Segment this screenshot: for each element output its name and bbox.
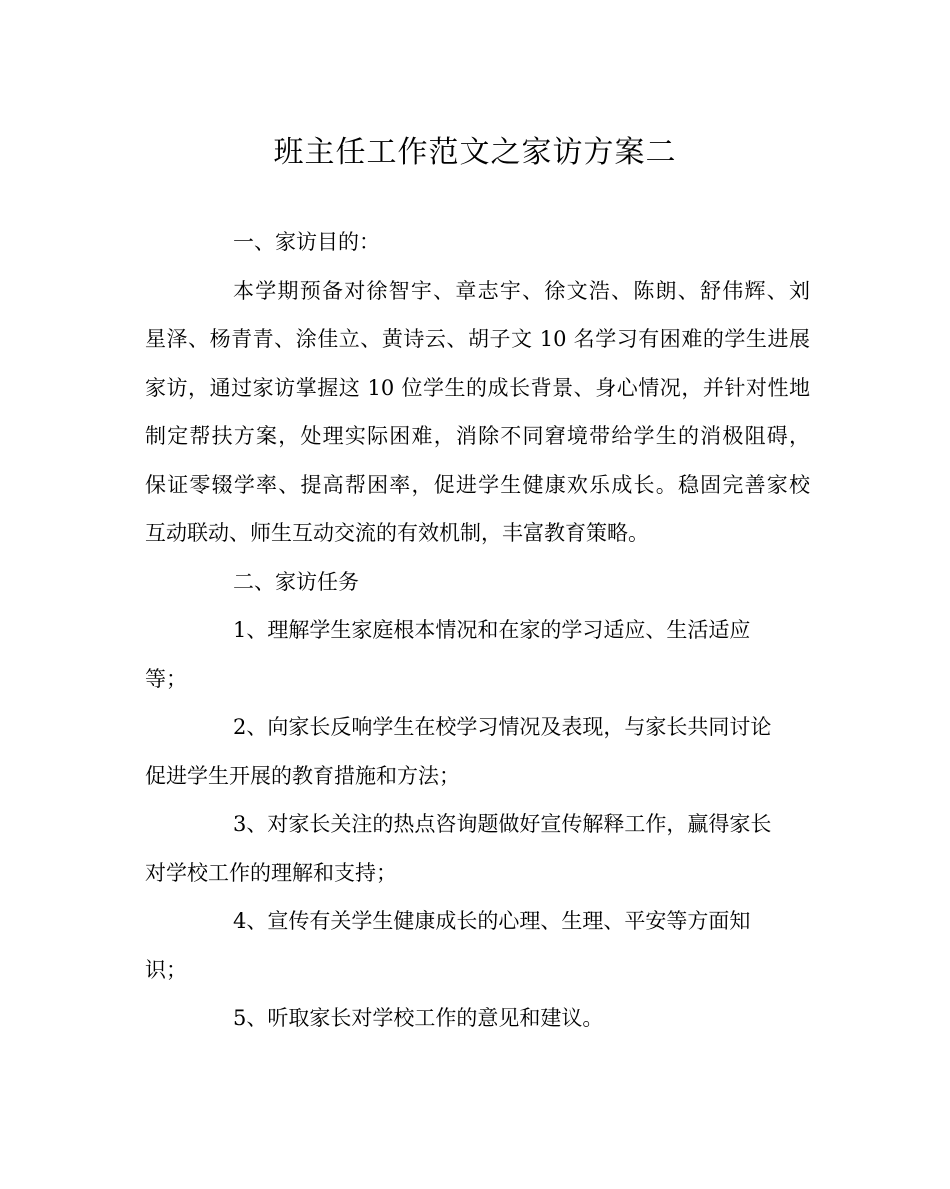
paragraph-line: 5、听取家长对学校工作的意见和建议。 <box>233 1006 604 1030</box>
paragraph-line: 1、理解学生家庭根本情况和在家的学习适应、生活适应 <box>233 618 751 642</box>
heading-text: 一、家访目的： <box>233 230 380 254</box>
paragraph-line: 2、向家长反响学生在校学习情况及表现，与家长共同讨论 <box>233 715 772 739</box>
paragraph-line: 等； <box>145 666 187 691</box>
paragraph-line: 互动联动、师生互动交流的有效机制，丰富教育策略。 <box>145 521 649 545</box>
paragraph-line: 4、宣传有关学生健康成长的心理、生理、平安等方面知 <box>233 909 751 933</box>
paragraph-line: 3、对家长关注的热点咨询题做好宣传解释工作，赢得家长 <box>233 812 772 836</box>
paragraph-line: 制定帮扶方案，处理实际困难，消除不同窘境带给学生的消极阻碍， <box>145 424 810 448</box>
paragraph-line: 星泽、杨青青、涂佳立、黄诗云、胡子文 10 名学习有困难的学生进展 <box>145 327 810 351</box>
task-item-1 <box>145 606 810 703</box>
task-item-5 <box>145 994 810 1043</box>
paragraph-line: 促进学生开展的教育措施和方法； <box>145 763 460 788</box>
task-item-4 <box>145 897 810 994</box>
paragraph-line: 对学校工作的理解和支持； <box>145 860 397 885</box>
page-title: 班主任工作范文之家访方案二 <box>273 135 677 170</box>
paragraph-line: 识； <box>145 957 187 982</box>
paragraph-line: 本学期预备对徐智宇、章志宇、徐文浩、陈朗、舒伟辉、刘 <box>233 278 810 303</box>
paragraph-line: 家访，通过家访掌握这 10 位学生的成长背景、身心情况，并针对性地 <box>145 375 810 400</box>
heading-text: 二、家访任务 <box>233 569 359 594</box>
document-body <box>145 218 810 1043</box>
paragraph-purpose <box>145 267 810 558</box>
task-item-2 <box>145 703 810 800</box>
paragraph-line: 保证零辍学率、提高帮困率，促进学生健康欢乐成长。稳固完善家校 <box>145 472 810 497</box>
section-heading-tasks <box>145 558 810 607</box>
task-item-3 <box>145 800 810 897</box>
section-heading-purpose <box>145 218 810 267</box>
